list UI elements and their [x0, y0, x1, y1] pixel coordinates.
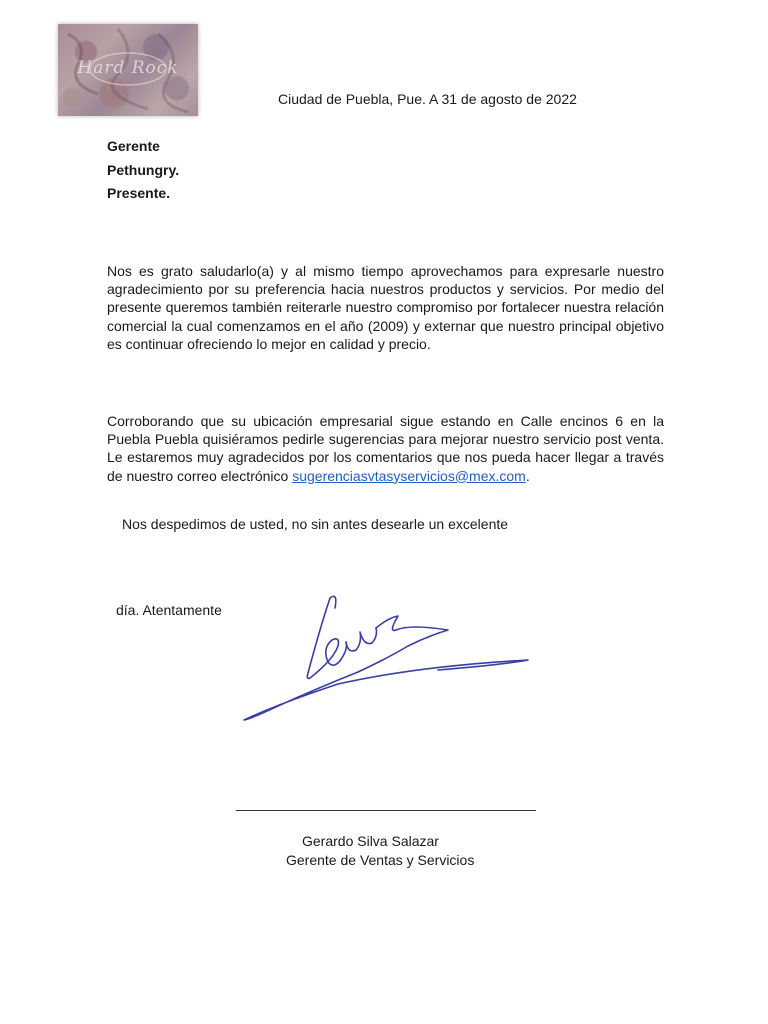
paragraph-location-end: . [525, 467, 530, 484]
paragraph-intro-text: Nos es grato saludarlo(a) y al mismo tiempo aprovechamos para expresarle nuestro agradecimiento por su preferencia hacia nuestros productos y servicios. Por medio del presente queremos también reiterarle nuestro compromiso por fortalecer nuestra relación comercial la cual comenzamos en el año (2009) y externar que nuestro principal objetivo es continuar ofreciendo lo mejor en calidad y precio. [107, 263, 664, 352]
recipient-company: Pethungry. [107, 162, 180, 178]
letter-date: Ciudad de Puebla, Pue. A 31 de agosto de 2022 [278, 91, 577, 107]
signer-title: Gerente de Ventas y Servicios [286, 852, 475, 868]
recipient-title: Gerente [107, 138, 160, 154]
signature-line [236, 810, 536, 811]
paragraph-location [107, 412, 664, 485]
logo-wordmark: Hard Rock [77, 58, 179, 78]
signer-name: Gerardo Silva Salazar [302, 833, 439, 849]
company-logo [58, 24, 198, 116]
handwritten-signature [238, 588, 538, 728]
recipient-greeting: Presente. [107, 185, 171, 201]
email-link[interactable]: sugerenciasvtasyservicios@mex.com [292, 467, 526, 484]
paragraph-location-text: Corroborando que su ubicación empresarial sigue estando en Calle encinos 6 en la Puebla Puebla quisiéramos pedirle sugerencias para mejorar nuestro servicio post venta. Le estaremos muy agradecidos por los comentarios que nos pueda hacer llegar a través de nuestro correo electrónico [107, 413, 664, 484]
paragraph-intro [107, 262, 664, 353]
closing-line: Nos despedimos de usted, no sin antes desearle un excelente [122, 516, 509, 532]
closing-farewell: día. Atentamente [116, 602, 222, 618]
